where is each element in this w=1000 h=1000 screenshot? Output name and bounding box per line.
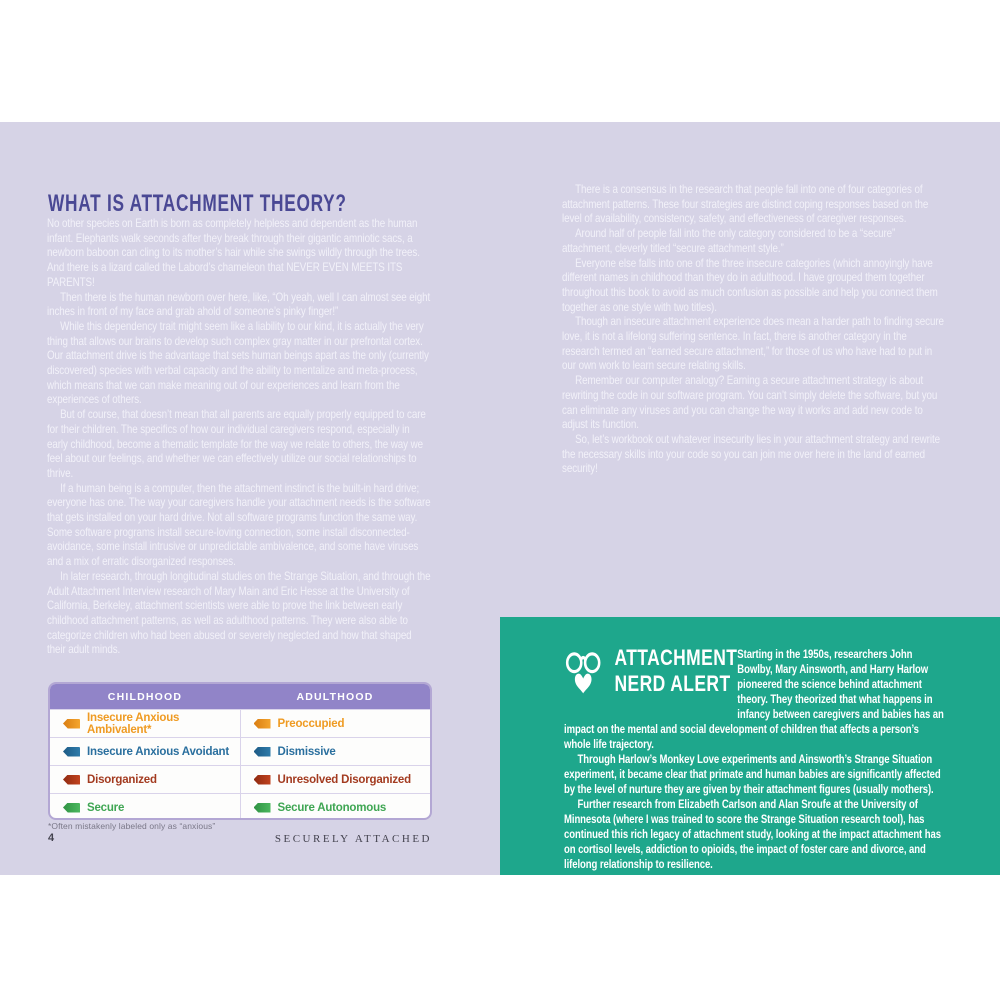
tag-icon xyxy=(63,775,80,785)
table-row xyxy=(50,737,430,765)
paragraph: Further research from Elizabeth Carlson and Alan Sroufe at the University of Minnesota (where I was trained to score the Strange Situation research tool), has continued this rich legacy of attachment study, looking at the impact attachment has on cortisol levels, addiction to opioids, the impact of foster care and divorce, and lifelong relationship to resilience. xyxy=(564,797,941,871)
paragraph: So, let’s workbook out whatever insecurity lies in your attachment strategy and rewrite the necessary skills into your code so you can join me over here in the land of earned security! xyxy=(562,431,940,476)
tag-icon xyxy=(63,803,80,813)
table-footnote: *Often mistakenly labeled only as “anxious” xyxy=(48,821,216,831)
nerd-alert-header xyxy=(564,647,737,709)
glasses-heart-icon xyxy=(564,645,605,703)
cell-label: Insecure Anxious Avoidant xyxy=(87,745,229,758)
cell-label: Disorganized xyxy=(87,773,157,786)
paragraph: Then there is the human newborn over here, like, “Oh yeah, well I can almost see eight inches in front of my face and grab ahold of someone’s pinky finger!” xyxy=(47,289,431,319)
right-page-body xyxy=(562,182,946,476)
paragraph: Around half of people fall into the only category considered to be a “secure” attachment, cleverly titled “secure attachment style.” xyxy=(562,226,896,255)
cell-label: Unresolved Disorganized xyxy=(277,773,411,786)
table-row xyxy=(50,765,430,793)
table-row xyxy=(50,793,430,820)
attachment-styles-table xyxy=(48,682,432,820)
tag-icon xyxy=(254,775,271,785)
tag-icon xyxy=(254,719,271,729)
tag-icon xyxy=(254,747,271,757)
paragraph: There is a consensus in the research that people fall into one of four categories of attachment patterns. These four strategies are distinct coping responses based on the level of availability, consistency, safety, and effectiveness of caregiver responses. xyxy=(562,182,929,226)
tag-icon xyxy=(63,747,80,757)
paragraph: If a human being is a computer, then the attachment instinct is the built-in hard drive; everyone has one. The way your caregivers handle your attachment needs is the software that gets installed on your hard drive. Not all software programs function the same way. Some software programs install secure-loving connection, some install disconnected-avoidance, some install intrusive or unpredictable ambivalence, and some have viruses and a mix of erratic disorganized responses. xyxy=(47,480,431,569)
book-spread xyxy=(0,122,1000,875)
cell-label: Secure Autonomous xyxy=(277,801,387,814)
paragraph: Though an insecure attachment experience does mean a harder path to finding secure love, it is not a lifelong suffering sentence. In fact, there is another category in the research termed an “earned secure attachment,” for those of us who have had to put in our own work to learn secure relating skills. xyxy=(562,314,944,373)
paragraph: In later research, through longitudinal studies on the Strange Situation, and through the Adult Attachment Interview research of Mary Main and Eric Hesse at the University of California, Berkeley, attachment scientists were able to prove the link between early childhood attachment patterns, as well as adulthood patterns. They were also able to categorize children who had been abused or severely neglected and how that shaped their adult minds. xyxy=(47,568,431,657)
tag-icon xyxy=(254,803,271,813)
cell-label: Insecure Anxious Ambivalent* xyxy=(87,711,180,736)
page-title: WHAT IS ATTACHMENT THEORY? xyxy=(48,190,347,218)
nerd-alert-title: ATTACHMENT NERD ALERT xyxy=(614,645,738,696)
nerd-alert-content xyxy=(564,647,944,872)
paragraph: Through Harlow’s Monkey Love experiments and Ainsworth’s Strange Situation experiment, it became clear that primate and human babies are significantly affected by the level of nurture they are given by their attachment figures (usually mothers). xyxy=(564,752,941,796)
cell-label: Secure xyxy=(87,801,125,814)
paragraph: While this dependency trait might seem like a liability to our kind, it is actually the very thing that allows our brains to develop such complex gray matter in our prefrontal cortex. Our attachment drive is the advantage that sets human beings apart as the only (currently discovered) species with verbal capacity and the ability to mentalize and meta-process, which means that we can make meaning out of our experiences and learn from the experiences of others. xyxy=(47,318,429,407)
paragraph: No other species on Earth is born as completely helpless and dependent as the human infant. Elephants walk seconds after they break through their gigantic amniotic sacs, a newborn baboon can cling to its mother’s hair while she swings wildly through the trees. And there is a lizard called the Labord’s chameleon that NEVER EVEN MEETS ITS PARENTS! xyxy=(47,216,420,289)
table-header-row xyxy=(50,684,430,709)
column-header-adulthood: ADULTHOOD xyxy=(296,690,374,703)
paragraph: Everyone else falls into one of the three insecure categories (which annoyingly have different names in childhood than they do in adulthood. I have grouped them together throughout this book to avoid as much confusion as possible and help you connect them together as one style with two titles). xyxy=(562,255,938,314)
page-number: 4 xyxy=(48,832,55,844)
tag-icon xyxy=(63,719,80,729)
column-header-childhood: CHILDHOOD xyxy=(107,690,183,703)
cell-label: Dismissive xyxy=(277,745,336,758)
table-row xyxy=(50,709,430,737)
paragraph: Starting in the 1950s, researchers John Bowlby, Mary Ainsworth, and Harry Harlow pioneered the science behind attachment theory. They theorized that what happens in infancy between caregivers and babies has an impact on the mental and social development of children that affects a person’s whole life trajectory. xyxy=(564,647,944,751)
running-footer: SECURELY ATTACHED xyxy=(274,833,432,845)
paragraph: Remember our computer analogy? Earning a secure attachment strategy is about rewriting the code in our software program. You can’t simply delete the software, but you can eliminate any viruses and you can change the way it works and add new code to adjust its function. xyxy=(562,373,938,432)
paragraph: But of course, that doesn’t mean that all parents are equally properly equipped to care for their children. The specifics of how our individual caregivers respond, especially in early childhood, become a thematic template for the way we relate to others, the way we feel about our feelings, and whether we can effectively utilize our social relationships to thrive. xyxy=(47,407,426,480)
attachment-nerd-alert-box xyxy=(500,617,1000,875)
cell-label: Preoccupied xyxy=(277,717,345,730)
